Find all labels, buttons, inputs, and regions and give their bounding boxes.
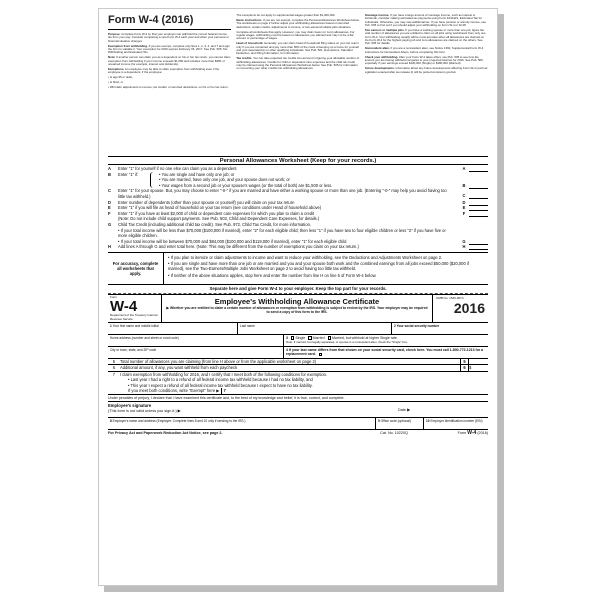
accuracy-label: For accuracy, complete all worksheets that apply. — [108, 253, 164, 284]
instruction-paragraph: • Is blind, or — [108, 80, 124, 85]
allowance-lines — [108, 359, 488, 395]
instruction-paragraph: • Will claim adjustments to income; tax credits; or itemized deductions, on his or her tax return. — [108, 85, 229, 90]
signature-field[interactable]: Employee's signature (This form is not valid unless you sign it.) ▶ — [108, 403, 181, 413]
instruction-paragraph: Nonresident alien. If you are a nonresident alien, see Notice 1392, Supplemental Form W-4 Instructions for Nonresident Aliens, before completing this form. — [364, 46, 484, 54]
worksheet-lines — [108, 165, 488, 250]
instruction-paragraph: Note: If another person can claim you as a dependent on his or her tax return, you cannot claim exemption from withholding if your income exceeds $1,050 and includes more than $350 of unearned income (for example, interest and dividends). — [108, 55, 231, 66]
line-b: B Enter "1" if: • You are single and have only one job; or • You are married, have only one job, and your spouse does not work; or • Your wages from a second job or your spouse's wages (or the total of both) are $1,500 or less. B — [108, 172, 488, 189]
office-code-field[interactable]: 9 Office code (optional) — [376, 418, 424, 429]
married-higher-checkbox[interactable] — [328, 336, 332, 340]
line-6: 6 Additional amount, if any, you want withheld from each paycheck 6 $ — [108, 365, 488, 372]
instructions-col-1 — [108, 14, 231, 156]
line-7: 7 I claim exemption from withholding for 2016, and I certify that I meet both of the following conditions for exemption. • Last year I had a right to a refund of all federal income tax withheld because I had no tax liability, and • This year I expect a refund of all federal income tax withheld because I expect to have no tax liability. If you meet both conditions, write "Exempt" here ▶ 7 — [108, 372, 488, 395]
list-item: • If you are single and have more than one job or are married and you and your spouse both work and the combined earnings from all jobs exceed $50,000 ($20,000 if married), see the Two-Earners/Multiple Jobs Worksheet on page 2 to avoid having too little tax withheld. — [168, 261, 469, 272]
certificate-subtitle: ▶ Whether you are entitled to claim a certain number of allowances or exemption from withholding is subject to review by the IRS. Your employer may be required to send a copy of this form to the IRS. — [166, 305, 428, 314]
form-footer: For Privacy Act and Paperwork Reduction Act Notice, see page 2. Cat. No. 10220Q Form W-4 (2016) — [108, 430, 488, 437]
line-e: E Enter "1" if you will file as head of household on your tax return (see conditions under Head of household above) E — [108, 205, 488, 211]
instructions-section — [108, 14, 488, 156]
single-checkbox[interactable] — [291, 336, 295, 340]
instruction-paragraph: The exceptions do not apply to supplemental wages greater than $1,000,000. — [236, 14, 336, 17]
form-title: Form W-4 (2016) — [108, 14, 194, 26]
instruction-paragraph: Tax credits. You can take projected tax credits into account in figuring your allowable number of withholding allowances. Credits for child or dependent care expenses and the child tax credit may be claimed using the Personal Allowances Worksheet below. See Pub. 505 for information on converting your other credits into withholding allowances. — [236, 56, 360, 71]
line-b-items — [159, 172, 488, 189]
instruction-paragraph: Exceptions. An employee may be able to claim exemption from withholding even if the employee is a dependent, if the employee: — [108, 66, 220, 75]
instruction-paragraph: Head of household. Generally, you can claim head of household filing status on your tax return only if you are unmarried and pay more than 50% of the costs of keeping up a home for yourself and your dependent(s) or other qualifying individuals. See Pub. 501, Exemptions, Standard Deduction, and Filing Information, for information. — [236, 41, 359, 56]
date-field[interactable]: Date ▶ — [398, 408, 410, 413]
certificate-header: Form W-4 Department of the Treasury Internal Revenue Service Employee's Withholding Allowance Certificate ▶ Whether you are entitled to claim a certain number of allowances or exemption from withholding is subject to review by the IRS. Your employer may be required to send a copy of this form to the IRS. OMB No. 1545-0074 2016 — [108, 294, 488, 323]
separate-here-line: Separate here and give Form W-4 to your employer. Keep the top part for your records. — [108, 285, 488, 294]
last-name-differs: If your last name differs from that shown on your social security card, check here. You must call 1-800-772-1213 for a replacement card. — [286, 347, 484, 357]
title-rule — [108, 29, 231, 30]
first-name-field[interactable]: 1 Your first name and middle initial — [108, 323, 238, 334]
certificate-title: Employee's Withholding Allowance Certificate — [214, 296, 380, 306]
row-1 — [108, 323, 488, 335]
instruction-paragraph: Basic instructions. If you are not exempt, complete the Personal Allowances Worksheet below. The worksheets on page 2 further adjust your withholding allowances based on itemized deductions, certain credits, adjustments to income, or two-earners/multiple jobs situations. — [236, 17, 360, 29]
instruction-paragraph: Check your withholding. After your Form W-4 takes effect, use Pub. 505 to see how the amount you are having withheld compares to your projected total tax for 2016. See Pub. 505, especially if your earnings exceed $130,000 (Single) or $180,000 (Married). — [364, 54, 484, 66]
line-6-entry[interactable]: $ — [468, 365, 488, 371]
employer-row — [108, 418, 488, 430]
instruction-paragraph: Exemption from withholding. If you are exempt, complete only lines 1, 2, 3, 4, and 7 and sign the form to validate it. Your exemption for 2016 expires February 15, 2017. See Pub. 505, Tax Withholding and Estimated Tax. — [108, 43, 230, 55]
line-f: F Enter "1" if you have at least $2,000 of child or dependent care expenses for which you plan to claim a credit F — [108, 211, 488, 217]
list-item: • You are single and have only one job; or — [159, 171, 235, 177]
list-item: • If you plan to itemize or claim adjustments to income and want to reduce your withholding, see the Deductions and Adjustments Worksheet on page 2. — [168, 254, 443, 260]
row-city: City or town, state, and ZIP code 4 If your last name differs from that shown on your social security card, check here. You must call 1-800-772-1213 for a replacement card. — [108, 347, 488, 359]
row-address — [108, 335, 488, 347]
instruction-paragraph: Two earners or multiple jobs. If you have a working spouse or more than one job, figure the total number of allowances you are entitled to claim on all jobs using worksheets from only one Form W-4. Your withholding usually will be most accurate when all allowances are claimed on the Form W-4 for the highest paying job and zero allowances are claimed on the others. See Pub. 505 for details. — [364, 27, 486, 46]
list-item: • If your total income will be between $70,000 and $84,000 ($100,000 and $119,000 if married), enter "1" for each eligible child — [118, 238, 347, 244]
city-field[interactable]: City or town, state, and ZIP code — [108, 347, 284, 358]
list-item: • You are married, have only one job, and your spouse does not work; or — [159, 177, 290, 183]
employer-name-field[interactable]: 8 Employer's name and address (Employer: Complete lines 8 and 10 only if sending to the IRS.) — [108, 418, 376, 429]
instruction-paragraph: Purpose. Complete Form W-4 so that your employer can withhold the correct federal income tax from your pay. Consider completing a new Form W-4 each year and when your personal or financial situation changes. — [108, 32, 229, 43]
col1-paragraphs — [108, 33, 231, 89]
form-page — [98, 8, 498, 586]
instruction-paragraph: • Is age 65 or older, — [108, 75, 133, 80]
line-a: A Enter "1" for yourself if no one else can claim you as a dependent A — [108, 166, 488, 172]
exempt-field[interactable]: 7 — [221, 388, 271, 394]
instruction-paragraph: Complete all worksheets that apply. However, you may claim fewer (or zero) allowances. For regular wages, withholding must be based on allowances you claimed and may not be a flat amount or percentage of wages. — [236, 29, 355, 41]
line-g: G Child Tax Credit (including additional child tax credit). See Pub. 972, Child Tax Credit, for more information. — [108, 221, 312, 227]
list-item: • If neither of the above situations applies, stop here and enter the number from line H on line 5 of Form W-4 below. — [168, 272, 377, 278]
instructions-col-3 — [365, 14, 488, 156]
line-5: 5 Total number of allowances you are claiming (from line H above or from the applicable worksheet on page 2) 5 — [108, 359, 488, 366]
line-g-items: • If your total income will be less than $70,000 ($100,000 if married), enter "2" for each eligible child; then less "1" if you have two to four eligible children or less "2" if you have five or more eligible children. • If your total income will be between $70,000 and $84,000 ($100,000 and $119,000 if married), enter "1" for each eligible child G — [108, 228, 488, 245]
brace — [150, 172, 156, 189]
line-f-note: (Note: Do not include child support payments. See Pub. 503, Child and Dependent Care Expenses, for details.) — [118, 216, 320, 222]
tax-year: 2016 — [453, 299, 485, 316]
list-item: • Your wages from a second job or your spouse's wages (or the total of both) are $1,500 or less. — [159, 182, 333, 188]
dept-label: Department of the Treasury Internal Revenue Service — [110, 313, 158, 321]
list-item: • If your total income will be less than $70,000 ($100,000 if married), enter "2" for each eligible child; then less "1" if you have two to four eligible children or less "2" if you have five or more eligible children. — [118, 227, 446, 239]
line-d: D Enter number of dependents (other than your spouse or yourself) you will claim on your tax return D — [108, 200, 488, 206]
line-5-entry[interactable] — [468, 359, 488, 365]
w4-label: W-4 — [110, 298, 138, 316]
accuracy-items — [164, 253, 488, 284]
line-h-entry[interactable] — [469, 245, 488, 250]
home-address-field[interactable]: Home address (number and street or rural route) — [108, 335, 284, 346]
married-checkbox[interactable] — [308, 336, 312, 340]
worksheet-title: Personal Allowances Worksheet (Keep for your records.) — [108, 156, 488, 165]
line-c: C Enter "1" for your spouse. But, you may choose to enter "-0-" if you are married and have either a working spouse or more than one job. (Entering "-0-" may help you avoid having too little tax withheld.) C — [108, 188, 488, 199]
ssn-field[interactable]: 2 Your social security number — [394, 323, 440, 328]
omb-number: OMB No. 1545-0074 — [436, 295, 464, 300]
perjury-statement: Under penalties of perjury, I declare that I have examined this certificate and, to the best of my knowledge and belief, it is true, correct, and complete. — [108, 395, 488, 402]
instructions-col-2 — [236, 14, 359, 156]
accuracy-box — [108, 252, 488, 285]
instruction-paragraph: Nonwage income. If you have a large amount of nonwage income, such as interest or dividends, consider making estimated tax payments using Form 1040-ES, Estimated Tax for Individuals. Otherwise, you may owe additional tax. If you have pension or annuity income, see Pub. 505 to find out if you should adjust your withholding on Form W-4 or W-4P. — [364, 14, 486, 28]
last-name-field[interactable]: Last name — [238, 323, 392, 334]
instruction-paragraph: Future developments. Information about any future developments affecting Form W-4 (such as legislation enacted after we release it) will be posted at www.irs.gov/w4. — [364, 66, 488, 74]
last-name-checkbox[interactable] — [319, 353, 323, 357]
line-h: H Add lines A through G and enter total here. (Note: This may be different from the number of exemptions you claim on your tax return.) H — [108, 244, 488, 250]
signature-row — [108, 402, 488, 418]
marital-status: 3 Single Married Married, but withhold at higher Single rate. Note: If married, but legally separated, or spouse is a nonresident alien, check the "Single" box. — [286, 335, 408, 345]
ein-field[interactable]: 10 Employer identification number (EIN) — [426, 419, 483, 424]
